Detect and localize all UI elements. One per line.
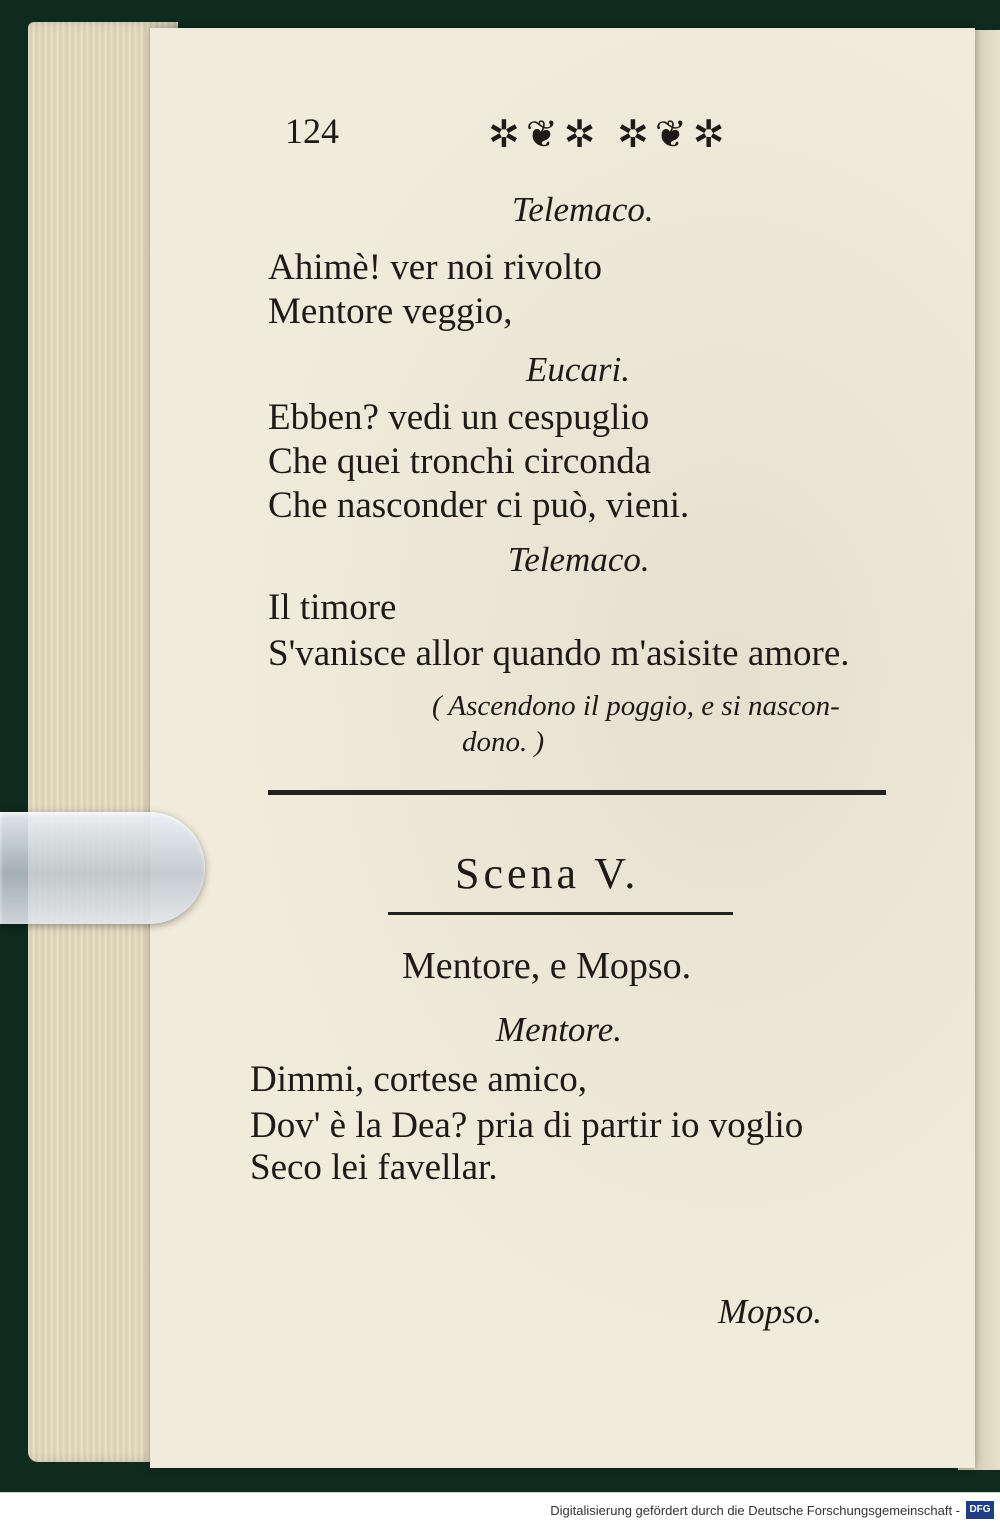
- verse-line: Ahimè! ver noi rivolto: [268, 247, 602, 288]
- speaker-telemaco: Telemaco.: [508, 540, 650, 579]
- catchword: Mopso.: [718, 1292, 823, 1331]
- section-rule: [268, 790, 886, 795]
- footer-credit: Digitalisierung gefördert durch die Deutsche Forschungsgemeinschaft -: [550, 1503, 960, 1518]
- verse-line: Ebben? vedi un cespuglio: [268, 397, 650, 438]
- verse-line: Mentore veggio,: [268, 291, 513, 332]
- verse-line: Dimmi, cortese amico,: [250, 1059, 588, 1100]
- footer-bar: [0, 1492, 1000, 1529]
- dfg-logo: DFG: [966, 1501, 994, 1519]
- scene-rule: [388, 912, 733, 915]
- speaker-eucari: Eucari.: [526, 350, 631, 389]
- scene-cast: Mentore, e Mopso.: [402, 945, 692, 987]
- verse-line: Seco lei favellar.: [250, 1147, 498, 1188]
- stage-direction: ( Ascendono il poggio, e si nascon-: [432, 690, 840, 722]
- verse-line: Che nasconder ci può, vieni.: [268, 485, 690, 526]
- speaker-telemaco: Telemaco.: [512, 190, 654, 229]
- verse-line: S'vanisce allor quando m'asisite amore.: [268, 633, 850, 674]
- stage-direction: dono. ): [462, 726, 545, 758]
- book-page: [150, 28, 975, 1468]
- header-ornament: ✲❦✲ ✲❦✲: [488, 114, 731, 156]
- page-number: 124: [285, 111, 339, 151]
- verse-line: Dov' è la Dea? pria di partir io voglio: [250, 1105, 804, 1146]
- page-clamp: [0, 812, 205, 924]
- speaker-mentore: Mentore.: [496, 1010, 623, 1049]
- verse-line: Che quei tronchi circonda: [268, 441, 652, 482]
- scene-title: Scena V.: [455, 849, 640, 898]
- verse-line: Il timore: [268, 587, 397, 628]
